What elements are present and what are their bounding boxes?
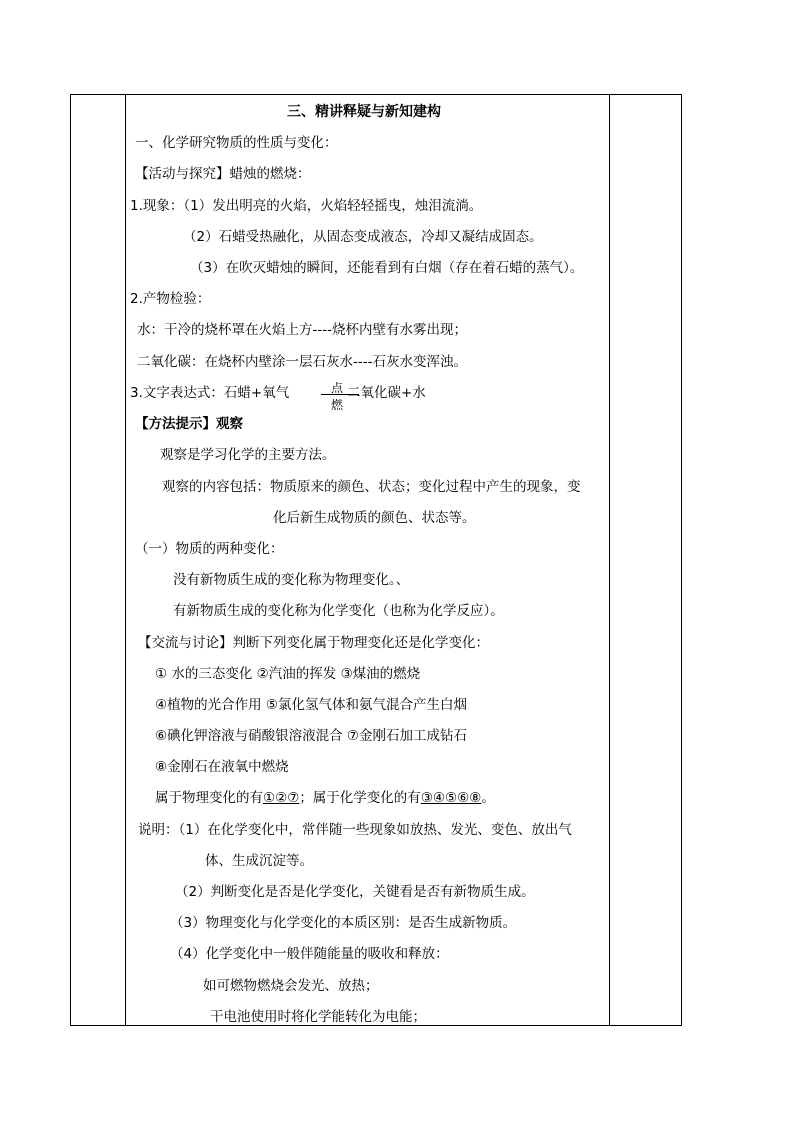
note-4-example-2: 干电池使用时将化学能转化为电能； <box>210 1009 426 1025</box>
phenomenon-2: （2）石蜡受热融化，从固态变成液态，冷却又凝结成固态。 <box>183 229 543 245</box>
change-items-row-3: ⑥碘化钾溶液与硝酸银溶液混合 ⑦金刚石加工成钻石 <box>155 728 467 744</box>
reaction-condition: 点燃 <box>331 381 344 412</box>
water-test: 水：干冷的烧杯罩在火焰上方----烧杯内壁有水雾出现； <box>137 322 467 338</box>
change-items-row-2: ④植物的光合作用 ⑤氯化氢气体和氨气混合产生白烟 <box>155 697 467 713</box>
observation-content-1: 观察的内容包括：物质原来的颜色、状态；变化过程中产生的现象，变 <box>162 479 581 495</box>
note-2: （2）判断变化是否是化学变化，关键看是否有新物质生成。 <box>175 884 535 900</box>
change-items-row-4: ⑧金刚石在液氧中燃烧 <box>155 759 289 775</box>
physical-change-definition: 没有新物质生成的变化称为物理变化。、 <box>173 572 410 588</box>
method-tip-heading: 【方法提示】观察 <box>135 416 243 432</box>
answer-physical-items: ①②⑦ <box>263 790 300 806</box>
product-test-heading: 2.产物检验： <box>130 291 211 307</box>
two-changes-heading: （一）物质的两种变化： <box>135 541 284 557</box>
chemical-change-definition: 有新物质生成的变化称为化学变化（也称为化学反应）。 <box>173 603 504 619</box>
activity-candle-burning: 【活动与探究】蜡烛的燃烧： <box>135 166 311 182</box>
note-4: （4）化学变化中一般伴随能量的吸收和释放： <box>170 946 449 962</box>
note-4-example-1: 如可燃物燃烧会发光、放热； <box>203 978 379 994</box>
phenomenon-1: 1.现象：（1）发出明亮的火焰，火焰轻轻摇曳，烛泪流淌。 <box>130 198 483 214</box>
answer-physical-label: 属于物理变化的有 <box>155 790 263 806</box>
co2-test: 二氧化碳：在烧杯内壁涂一层石灰水----石灰水变浑浊。 <box>137 354 467 370</box>
answer-end: 。 <box>481 790 495 806</box>
answer-line <box>155 790 495 806</box>
answer-chemical-label: ；属于化学变化的有 <box>299 790 421 806</box>
phenomenon-3: （3）在吹灭蜡烛的瞬间，还能看到有白烟（存在着石蜡的蒸气）。 <box>190 260 584 276</box>
main-content-cell <box>125 94 610 1026</box>
section-title: 三、精讲释疑与新知建构 <box>287 104 441 120</box>
observation-content-2: 化后新生成物质的颜色、状态等。 <box>273 510 476 526</box>
observation-main-method: 观察是学习化学的主要方法。 <box>160 447 336 463</box>
word-equation-reactants: 3.文字表达式：石蜡+氧气 <box>130 385 290 401</box>
change-items-row-1: ① 水的三态变化 ②汽油的挥发 ③煤油的燃烧 <box>155 666 421 682</box>
answer-chemical-items: ③④⑤⑥⑧ <box>420 790 482 806</box>
word-equation-products: 二氧化碳+水 <box>347 385 426 401</box>
note-1: 说明：（1）在化学变化中，常伴随一些现象如放热、发光、变色、放出气 <box>138 822 572 838</box>
note-1-continued: 体、生成沉淀等。 <box>205 853 313 869</box>
discussion-prompt: 【交流与讨论】判断下列变化属于物理变化还是化学变化： <box>138 635 489 651</box>
note-3: （3）物理变化与化学变化的本质区别：是否生成新物质。 <box>170 915 517 931</box>
heading-chem-study: 一、化学研究物质的性质与变化： <box>135 135 338 151</box>
